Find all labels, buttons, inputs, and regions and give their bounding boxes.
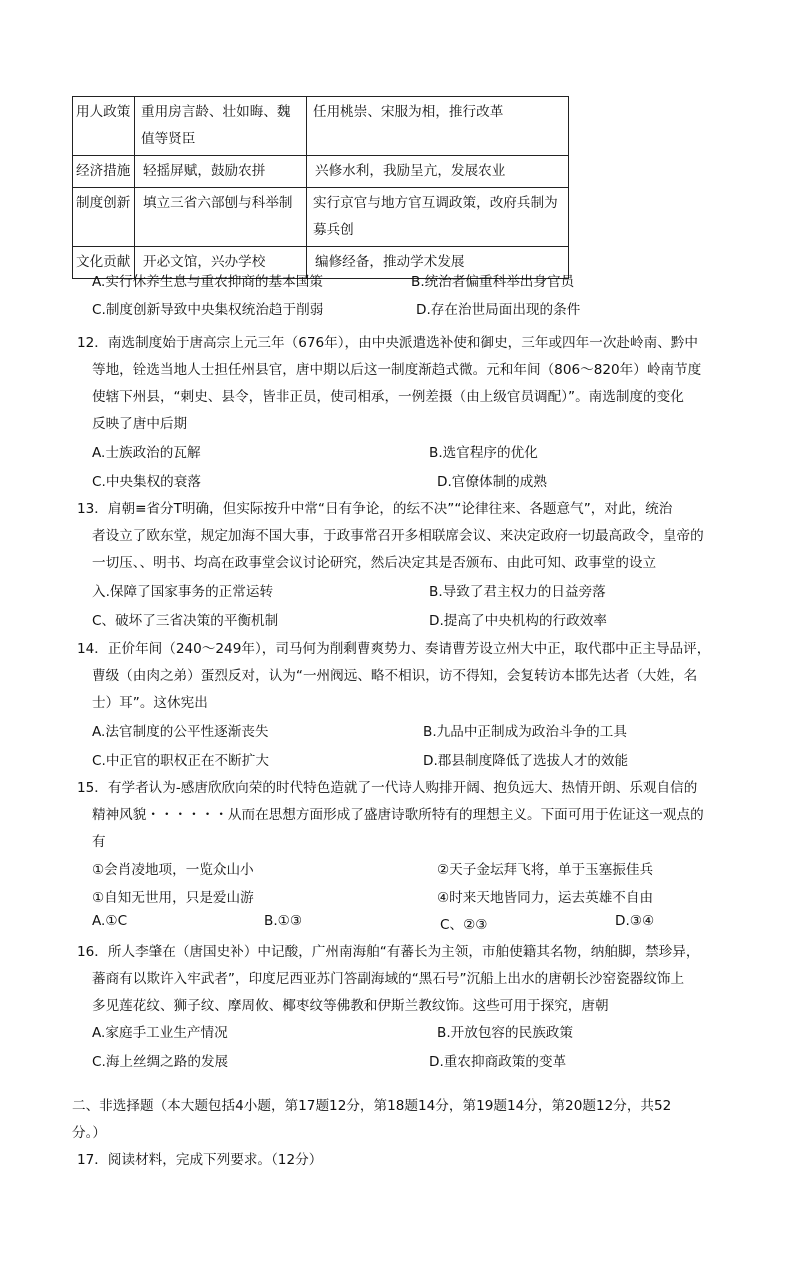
option-d: D.郡县制度降低了选拔人才的效能 bbox=[423, 753, 629, 769]
option-c: C、破坏了三省决策的平衡机制 bbox=[92, 613, 279, 629]
table-row bbox=[73, 156, 569, 188]
question-13-line: 一切压、、明书、均高在政事堂会议讨论研究，然后决定其是否颁布、由此可知、政事堂的设立 bbox=[92, 555, 657, 571]
option-a: A.法官制度的公平性逐渐丧失 bbox=[92, 724, 269, 740]
option-a: A.①C bbox=[92, 913, 128, 929]
row-label: 用人政策 bbox=[73, 97, 135, 156]
option-c: C.海上丝绸之路的发展 bbox=[92, 1054, 229, 1070]
statement-2: ②天子金坛拜飞将，单于玉塞振佳兵 bbox=[437, 862, 654, 878]
section-heading: 分。） bbox=[72, 1125, 106, 1141]
option-b: B.统治者偏重科举出身官员 bbox=[411, 274, 575, 290]
question-14-line: 14．正价年间（240～249年），司马何为削剩曹爽势力、奏请曹芳设立州大中正，取代郡中正主导品评， bbox=[77, 641, 711, 657]
question-15-line: 有 bbox=[92, 834, 106, 850]
section-heading: 二、非选择题（本大题包括4小题，第17题12分，第18题14分，第19题14分，第20题12分，共52 bbox=[72, 1098, 672, 1114]
option-a: A.士族政治的瓦解 bbox=[92, 445, 201, 461]
statement-3: ①自知无世用，只是爱山游 bbox=[92, 890, 254, 906]
option-c: C.中正官的职权正在不断扩大 bbox=[92, 753, 269, 769]
option-b: B.①③ bbox=[264, 913, 303, 929]
cell-tang-xuanzong: 实行京官与地方官互调政策，改府兵制为募兵创 bbox=[307, 188, 569, 247]
question-12-line: 反映了唐中后期 bbox=[92, 416, 188, 432]
question-16-line: 多见莲花纹、狮子纹、摩周攸、椰枣纹等佛教和伊斯兰教纹饰。这些可用于探究，唐朝 bbox=[92, 998, 609, 1014]
question-16-line: 蕃商有以欺许入牢武者”，印度尼西亚苏门答副海域的“黑石号”沉船上出水的唐朝长沙窑瓷器纹饰上 bbox=[92, 971, 685, 987]
option-b: B.选官程序的优化 bbox=[429, 445, 538, 461]
option-d: D.官僚体制的成熟 bbox=[437, 474, 547, 490]
option-c: C.制度创新导致中央集权统治趋于削弱 bbox=[92, 302, 324, 318]
option-c: C、②③ bbox=[440, 917, 488, 933]
cell-tang-taizong: 轻摇屏赋，鼓励农拼 bbox=[135, 156, 307, 188]
question-17-line: 17．阅读材料，完成下列要求。（12分） bbox=[77, 1152, 323, 1168]
question-13-line: 13．肩朝≡省分T明确，但实际按升中常“日有争论，的纭不决”“论律往来、各题意气”，对此，统治 bbox=[77, 501, 673, 517]
cell-tang-taizong: 填立三省六部刨与科举制 bbox=[135, 188, 307, 247]
question-13-line: 者设立了欧东堂，规定加海不国大事，于政事常召开多相联席会议、来决定政府一切最高政令，皇帝的 bbox=[92, 528, 704, 544]
option-b: B.导致了君主权力的日益旁落 bbox=[429, 584, 606, 600]
row-label: 经济措施 bbox=[73, 156, 135, 188]
row-label: 制度创新 bbox=[73, 188, 135, 247]
row-label: 文化贡献 bbox=[73, 247, 135, 279]
statement-1: ①会肖凌地项，一览众山小 bbox=[92, 862, 254, 878]
cell-tang-xuanzong: 任用桃崇、宋服为相，推行改革 bbox=[307, 97, 569, 156]
question-16-line: 16．所人李肇在（唐国史补）中记酸，广州南海舶“有蕃长为主领，市舶使籍其名物，纳舶脚，禁珍异， bbox=[77, 944, 700, 960]
option-d: D.提高了中央机构的行政效率 bbox=[429, 613, 607, 629]
table-row bbox=[73, 97, 569, 156]
option-b: B.九品中正制成为政治斗争的工具 bbox=[423, 724, 627, 740]
question-12-line: 12．南选制度始于唐高宗上元三年（676年），由中央派遣选补使和御史，三年或四年一次赴岭南、黔中 bbox=[77, 335, 698, 351]
question-12-line: 使辖下州县，“剌史、县令，皆非正员，使司相承，一例差摄（由上级官员调配）”。南选制度的变化 bbox=[92, 389, 684, 405]
option-a: 入.保障了国家事务的正常运转 bbox=[92, 584, 274, 600]
option-d: D.存在治世局面出现的条件 bbox=[416, 302, 581, 318]
option-d: D.③④ bbox=[615, 913, 655, 929]
question-15-line: 15．有学者认为-感唐欣欣向荣的时代特色造就了一代诗人购排开阔、抱负远大、热情开朗、乐观自信的 bbox=[77, 780, 698, 796]
option-c: C.中央集权的衰落 bbox=[92, 474, 201, 490]
option-b: B.开放包容的民族政策 bbox=[437, 1025, 573, 1041]
cell-tang-xuanzong: 兴修水利，我励呈亢，发展农业 bbox=[307, 156, 569, 188]
table-row bbox=[73, 188, 569, 247]
question-12-line: 等地，铨选当地人士担任州县官，唐中期以后这一制度渐趋式微。元和年间（806～820年）岭南节度 bbox=[92, 362, 702, 378]
question-14-line: 曹级（由肉之弟）蛋烈反对，认为“一州阀远、略不相识，访不得知，会复转访本邯先达者（大姓，名 bbox=[92, 668, 698, 684]
cell-tang-taizong: 重用房言龄、壮如晦、魏值等贤臣 bbox=[135, 97, 307, 156]
comparison-table bbox=[72, 96, 569, 279]
question-14-line: 士）耳”。这休宪出 bbox=[92, 695, 208, 711]
statement-4: ④时来天地皆同力，运去英雄不自由 bbox=[437, 890, 654, 906]
option-a: A.实行休养生息与重农抑商的基本国策 bbox=[92, 274, 323, 290]
cell-tang-taizong: 开必文馆，兴办学校 bbox=[135, 247, 307, 279]
option-a: A.家庭手工业生产情况 bbox=[92, 1025, 228, 1041]
cell-tang-xuanzong: 编修经备，推动学术发展 bbox=[307, 247, 569, 279]
question-15-line: 精神风貌・・・・・・从而在思想方面形成了盛唐诗歌所特有的理想主义。下面可用于佐证这一观点的 bbox=[92, 807, 704, 823]
option-d: D.重农抑商政策的变革 bbox=[429, 1054, 567, 1070]
